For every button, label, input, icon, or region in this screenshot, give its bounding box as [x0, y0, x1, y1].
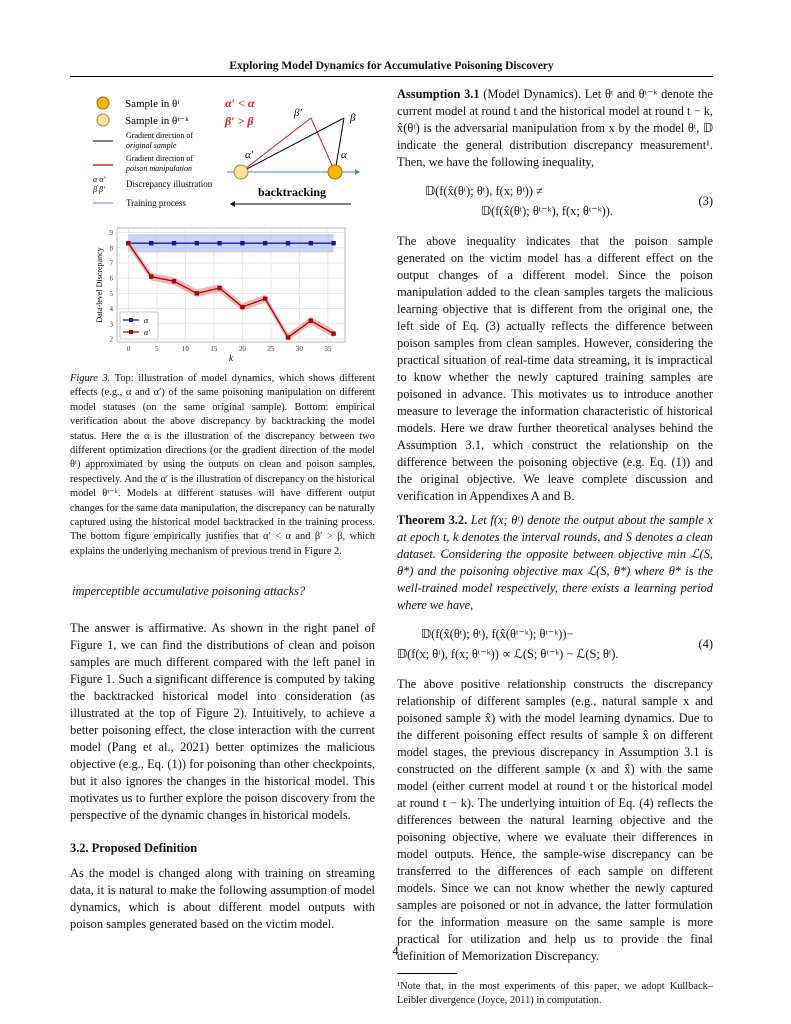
backtracking-arrowhead-icon — [230, 201, 235, 207]
legend-grad-orig: Gradient direction of — [126, 131, 194, 140]
data-point — [217, 286, 221, 290]
y-tick-label: 4 — [109, 305, 113, 314]
data-point — [331, 331, 335, 335]
current-sample-icon — [328, 165, 342, 179]
legend-symbols-2: β β′ — [93, 185, 105, 194]
discrepancy-chart — [90, 222, 380, 362]
data-point — [172, 279, 176, 283]
theorem-label: Theorem 3.2. — [397, 513, 468, 527]
model-dynamics-diagram — [60, 85, 380, 215]
legend-discrepancy: Discrepancy illustration — [126, 179, 213, 189]
x-tick-label: 25 — [267, 345, 275, 353]
x-axis-label: k — [229, 353, 233, 362]
running-header: Exploring Model Dynamics for Accumulative Poisoning Discovery — [229, 60, 554, 72]
data-point — [217, 241, 221, 245]
data-point — [126, 241, 130, 245]
legend-grad-poison: Gradient direction of — [126, 154, 194, 163]
label-beta-prime: β′ — [294, 107, 302, 119]
data-point — [286, 335, 290, 339]
caption-text: Top: illustration of model dynamics, which shows different effects (e.g., α and α′) of the same poisoning manipulation on different model statuses (on the same original sample). Bottom: empirical verification about the above discrepancy by backtracking the model status. Here the α is the illustration of the discrepancy between two different optimization directions (or the gradient direction of the model θᵗ) approximated by using the outputs on clean and poison samples, respectively. And the α′ is the illustration of discrepancy on the historical model θᵗ⁻ᵏ. Models at different statuses will have different output changes for the same data manipulation, the discrepancy can be naturally captured using the historical model backtracked in the training process. The bottom figure empirically justifies that α′ < α and β′ > β, which explains the underlying mechanism of previous trend in Figure 2. — [70, 373, 375, 557]
label-beta: β — [350, 112, 356, 124]
section-heading: 3.2. Proposed Definition — [70, 841, 198, 856]
legend-sample-t: Sample in θᵗ — [125, 98, 180, 110]
y-tick-label: 6 — [109, 274, 113, 283]
sample-t-icon — [97, 97, 109, 109]
x-tick-label: 5 — [155, 345, 159, 353]
data-point — [286, 241, 290, 245]
arrowhead-icon — [355, 169, 360, 175]
x-tick-label: 30 — [295, 345, 303, 353]
legend-sample-tk: Sample in θᵗ⁻ᵏ — [125, 115, 189, 127]
y-tick-label: 5 — [109, 289, 113, 298]
equation-3 — [397, 181, 713, 221]
theorem-block — [397, 512, 713, 614]
assumption-name: (Model Dynamics). — [479, 87, 581, 101]
backtracking-label: backtracking — [258, 185, 327, 199]
right-paragraph-2: The above positive relationship constructs the discrepancy relationship of different samples (e.g., natural sample x and poisoned sample x̂) with the model learning dynamics. Due to the different poisoning effect results of sample x̂ on different model stages, the previous discrepancy in Assumption 3.1 is constructed on the different sample (x and x̂) with the same model (either current model at round t or the historical model at round t − k). The underlying intuition of Eq. (4) reflects the differences between the natural learning objective and the poisoning objective, where we evaluate their differences in model outputs. Hence, the sample-wise discrepancy can be transferred to the differences of each sample on different models. Since we can not know whether the newly captured samples are poisoned or not in advance, the latter formulation for the information measure on the same sample is more practical for utilization and help us to provide the final definition of Memorization Discrepancy. — [397, 677, 713, 963]
legend-symbols-1: α α′ — [93, 175, 106, 184]
label-alpha-prime: α′ — [245, 149, 254, 161]
legend-label: α — [144, 316, 149, 325]
orig-grad-line-2 — [335, 118, 344, 172]
historical-sample-icon — [234, 165, 248, 179]
equation-4-line-1: 𝔻(f(x̂(θᵗ); θᵗ), f(x̂(θᵗ⁻ᵏ); θᵗ⁻ᵏ))− — [421, 627, 574, 641]
legend-marker — [129, 330, 133, 334]
poison-grad-line-2 — [311, 118, 335, 172]
right-paragraph-1: The above inequality indicates that the poison sample generated on the victim model has a different effect on the output changes of a different model. Since the poison manipulation added to the clean samples targets the malicious learning objective that is different from the original one, the left side of Eq. (3) actually reflects the difference between poison samples from clean samples. However, considering the practical situation of real-time data streaming, it is impractical to know whether the newly captured training samples are poisoned in advance. This motivates us to introduce another measure to leverage the information characteristic of historical models. Here we draw further theoretical analyses behind the Assumption 3.1, which construct the relationship on the difference between the poisoning objective (e.g. Eq. (1)) and the original objective. We leave complete discussion and verification in Appendixes A and B. — [397, 234, 713, 503]
assumption-block — [397, 86, 713, 171]
question-text: imperceptible accumulative poisoning attacks? — [72, 584, 306, 599]
data-point — [195, 291, 199, 295]
equation-4 — [397, 624, 713, 664]
left-paragraph-2: As the model is changed along with training on streaming data, it is natural to make the following assumption of model dynamics, which is about different model outputs with poison samples generated based on the victim model. — [70, 866, 375, 932]
data-point — [195, 241, 199, 245]
legend-grad-poison-2: poison manipulation — [126, 164, 193, 173]
equation-3-line-2: 𝔻(f(x̂(θᵗ); θᵗ⁻ᵏ), f(x; θᵗ⁻ᵏ)). — [481, 204, 613, 218]
data-point — [149, 241, 153, 245]
footnote: ¹Note that, in the most experiments of this paper, we adopt Kullback–Leibler divergence (Joyce, 2011) in computation. — [397, 981, 713, 1006]
y-tick-label: 2 — [109, 335, 113, 344]
data-point — [263, 296, 267, 300]
assumption-text: Let θᵗ and θᵗ⁻ᵏ denote the current model at round t and the historical model at round t − k, x̂(θᵗ) is the adversarial manipulation from x by the model θᵗ, 𝔻 indicate the general distribution discrepancy measurement¹. Then, we have the following inequality, — [397, 87, 714, 169]
left-column — [70, 372, 375, 933]
inequality-alpha: α′ < α — [225, 96, 255, 110]
data-point — [309, 319, 313, 323]
legend-marker — [129, 318, 133, 322]
page-number: 4 — [392, 944, 399, 958]
data-point — [240, 305, 244, 309]
x-tick-label: 35 — [324, 345, 332, 353]
y-axis-label: Data-level Discrepancy — [95, 247, 104, 323]
label-alpha: α — [341, 149, 347, 161]
legend-label: α′ — [144, 328, 150, 337]
orig-grad-line — [241, 118, 344, 172]
header-rule — [70, 76, 713, 77]
data-point — [149, 274, 153, 278]
equation-3-number: (3) — [698, 194, 713, 208]
legend-training: Training process — [126, 198, 186, 208]
data-point — [309, 241, 313, 245]
sample-tk-icon — [97, 114, 109, 126]
equation-4-line-2: 𝔻(f(x; θᵗ), f(x; θᵗ⁻ᵏ)) ∝ ℒ(S; θᵗ⁻ᵏ) − ℒ(S; θᵗ). — [397, 647, 619, 661]
data-point — [240, 241, 244, 245]
legend-box — [120, 312, 158, 339]
theorem-text: Let f(x; θᵗ) denote the output about the sample x at epoch t, k denotes the interval rounds, and S denotes a clean dataset. Considering the opposite between objective min ℒ(S, θ*) and the poisoning objective max ℒ(S, θ*) where θ* is the well-trained model respectively, there exists a learning period where we have, — [397, 513, 713, 612]
x-tick-label: 15 — [210, 345, 218, 353]
y-tick-label: 8 — [109, 244, 113, 253]
legend-grad-orig-2: original sample — [126, 141, 177, 150]
equation-3-line-1: 𝔻(f(x̂(θᵗ); θᵗ), f(x; θᵗ)) ≠ — [425, 184, 543, 198]
figure-caption — [70, 372, 375, 559]
assumption-label: Assumption 3.1 — [397, 87, 480, 101]
footnote-rule — [397, 973, 457, 974]
x-tick-label: 20 — [238, 345, 246, 353]
y-tick-label: 9 — [109, 229, 113, 238]
y-tick-label: 7 — [109, 259, 113, 268]
left-paragraph-1: The answer is affirmative. As shown in the right panel of Figure 1, we can find the distributions of clean and poison samples are much different compared with the left panel in Figure 1. Such a significant difference is computed by taking the backtracked historical model into consideration (as illustrated at the top of Figure 2). Intuitively, to achieve a better poisoning effect, the close interaction with the current model (Pang et al., 2021) better optimizes the malicious objective (e.g., Eq. (1)) for poisoning than other checkpoints, but it also ignores the changes in the historical model. This motivates us to further explore the poison discovery from the perspective of the dynamic changes in historical models. — [70, 621, 375, 823]
equation-4-number: (4) — [698, 637, 713, 651]
data-point — [172, 241, 176, 245]
x-tick-label: 0 — [126, 345, 131, 353]
x-tick-label: 10 — [181, 345, 189, 353]
right-column — [397, 86, 713, 1008]
caption-label: Figure 3. — [70, 373, 111, 384]
y-tick-label: 3 — [109, 320, 113, 329]
inequality-beta: β′ > β — [225, 114, 254, 128]
data-point — [263, 241, 267, 245]
data-point — [331, 241, 335, 245]
